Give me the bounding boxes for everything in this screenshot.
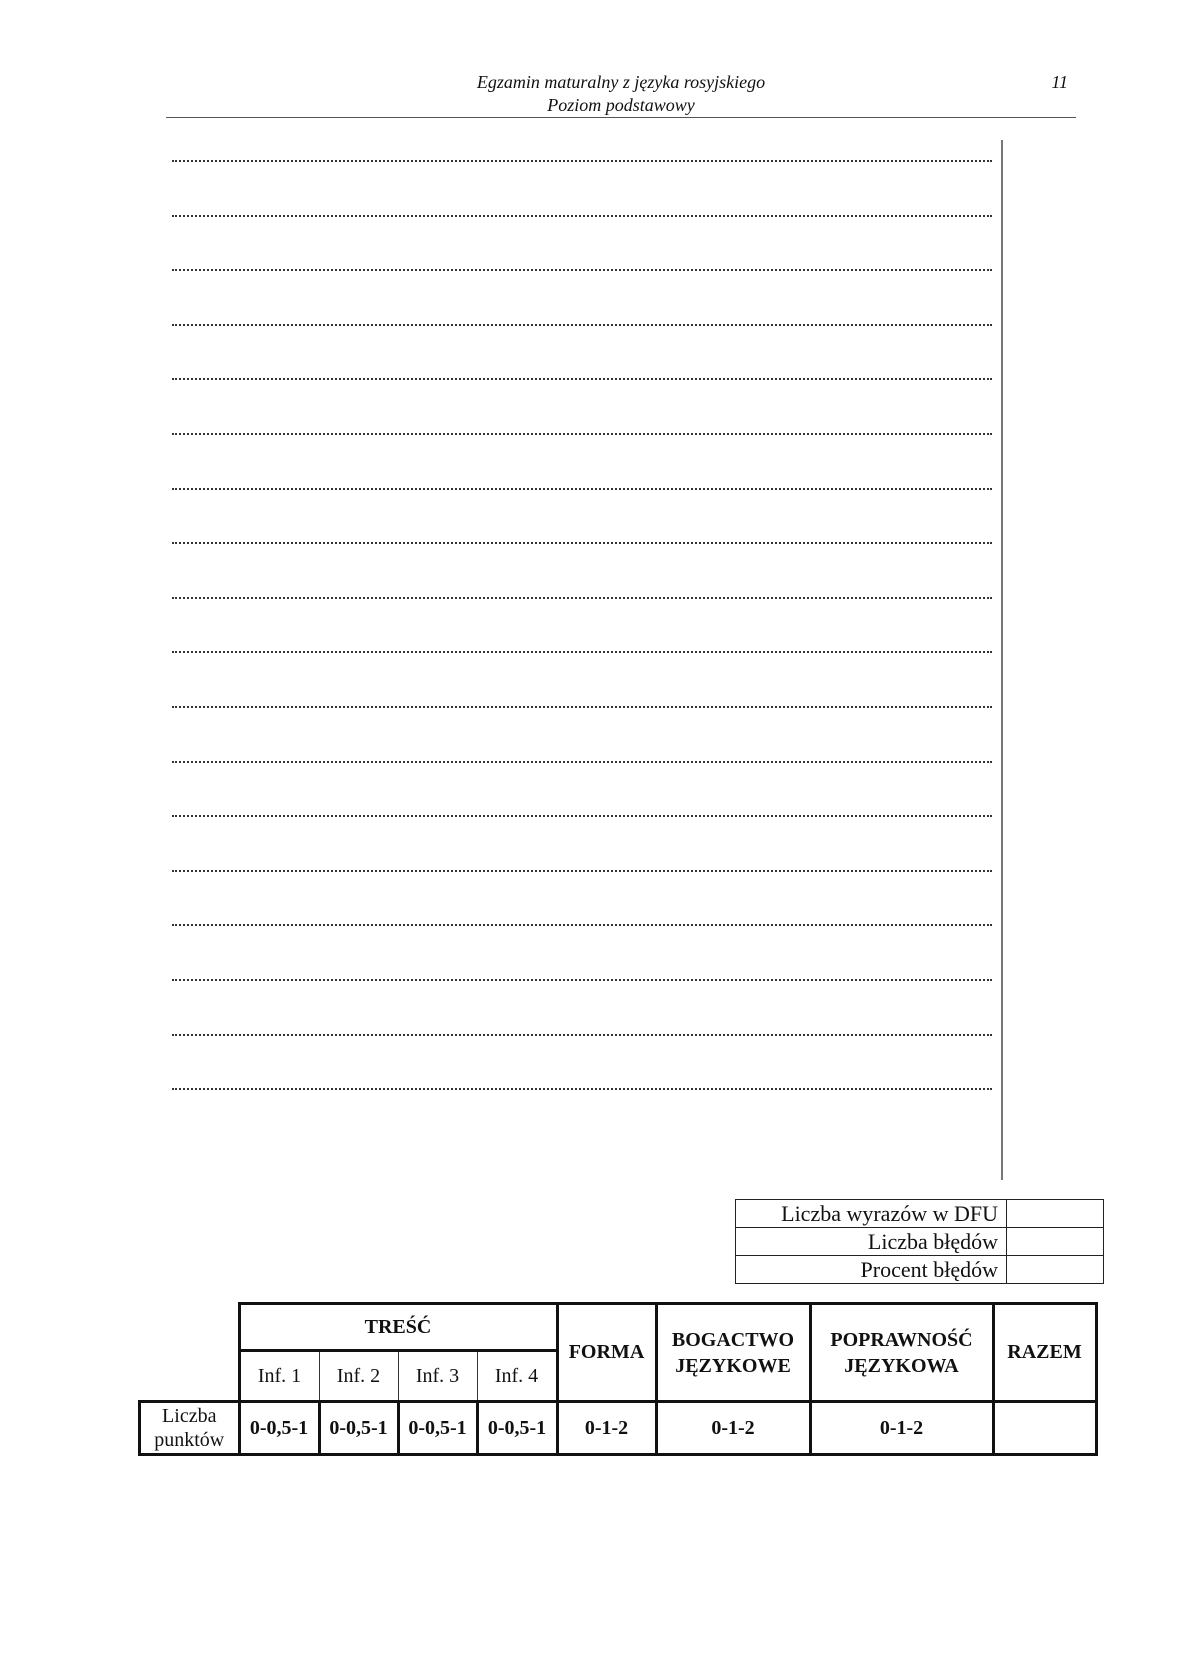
stats-value-word-count[interactable] <box>1007 1200 1104 1228</box>
score-value-row <box>140 1402 1097 1455</box>
row-label-line2: punktów <box>154 1429 225 1451</box>
margin-divider <box>1001 140 1003 1180</box>
header-inf-3: Inf. 3 <box>398 1351 477 1402</box>
header-inf-1: Inf. 1 <box>239 1351 319 1402</box>
page-header <box>166 66 1076 118</box>
stats-label-errors: Liczba błędów <box>736 1228 1007 1256</box>
answer-line[interactable] <box>172 870 992 872</box>
answer-line[interactable] <box>172 1088 992 1090</box>
header-divider <box>166 117 1076 118</box>
stats-value-error-percent[interactable] <box>1007 1256 1104 1284</box>
value-inf-1[interactable]: 0-0,5-1 <box>239 1402 319 1455</box>
exam-level: Poziom podstawowy <box>547 95 695 115</box>
score-header-row <box>140 1304 1097 1351</box>
answer-area[interactable] <box>166 140 1001 1180</box>
exam-title: Egzamin maturalny z języka rosyjskiego <box>476 72 766 92</box>
value-forma[interactable]: 0-1-2 <box>557 1402 656 1455</box>
stats-label-error-percent: Procent błędów <box>736 1256 1007 1284</box>
row-label-points <box>140 1402 240 1455</box>
answer-line[interactable] <box>172 815 992 817</box>
page-number: 11 <box>1051 72 1068 92</box>
stats-table <box>735 1199 1104 1284</box>
header-poprawnosc <box>810 1304 993 1402</box>
answer-line[interactable] <box>172 979 992 981</box>
stats-label-word-count: Liczba wyrazów w DFU <box>736 1200 1007 1228</box>
answer-line[interactable] <box>172 269 992 271</box>
value-poprawnosc[interactable]: 0-1-2 <box>810 1402 993 1455</box>
value-razem[interactable] <box>993 1402 1096 1455</box>
answer-line[interactable] <box>172 597 992 599</box>
answer-line[interactable] <box>172 1034 992 1036</box>
answer-line[interactable] <box>172 651 992 653</box>
score-corner-empty <box>140 1304 240 1402</box>
stats-value-errors[interactable] <box>1007 1228 1104 1256</box>
header-bogactwo-line1: BOGACTWO <box>671 1328 795 1351</box>
answer-line[interactable] <box>172 378 992 380</box>
header-razem: RAZEM <box>993 1304 1096 1402</box>
value-inf-3[interactable]: 0-0,5-1 <box>398 1402 477 1455</box>
value-inf-4[interactable]: 0-0,5-1 <box>477 1402 557 1455</box>
header-inf-4: Inf. 4 <box>477 1351 557 1402</box>
score-table <box>138 1302 1098 1456</box>
stats-row <box>736 1228 1104 1256</box>
stats-row <box>736 1256 1104 1284</box>
stats-row <box>736 1200 1104 1228</box>
answer-line[interactable] <box>172 488 992 490</box>
header-forma: FORMA <box>557 1304 656 1402</box>
header-bogactwo-line2: JĘZYKOWE <box>675 1354 791 1377</box>
header-inf-2: Inf. 2 <box>319 1351 398 1402</box>
header-bogactwo <box>656 1304 810 1402</box>
answer-line[interactable] <box>172 160 992 162</box>
answer-line[interactable] <box>172 542 992 544</box>
value-inf-2[interactable]: 0-0,5-1 <box>319 1402 398 1455</box>
value-bogactwo[interactable]: 0-1-2 <box>656 1402 810 1455</box>
answer-line[interactable] <box>172 215 992 217</box>
row-label-line1: Liczba <box>162 1405 217 1427</box>
answer-line[interactable] <box>172 924 992 926</box>
answer-line[interactable] <box>172 433 992 435</box>
header-poprawnosc-line2: JĘZYKOWA <box>844 1354 959 1377</box>
header-tresc: TREŚĆ <box>239 1304 557 1351</box>
answer-line[interactable] <box>172 324 992 326</box>
header-poprawnosc-line1: POPRAWNOŚĆ <box>830 1328 973 1351</box>
answer-line[interactable] <box>172 761 992 763</box>
answer-line[interactable] <box>172 706 992 708</box>
